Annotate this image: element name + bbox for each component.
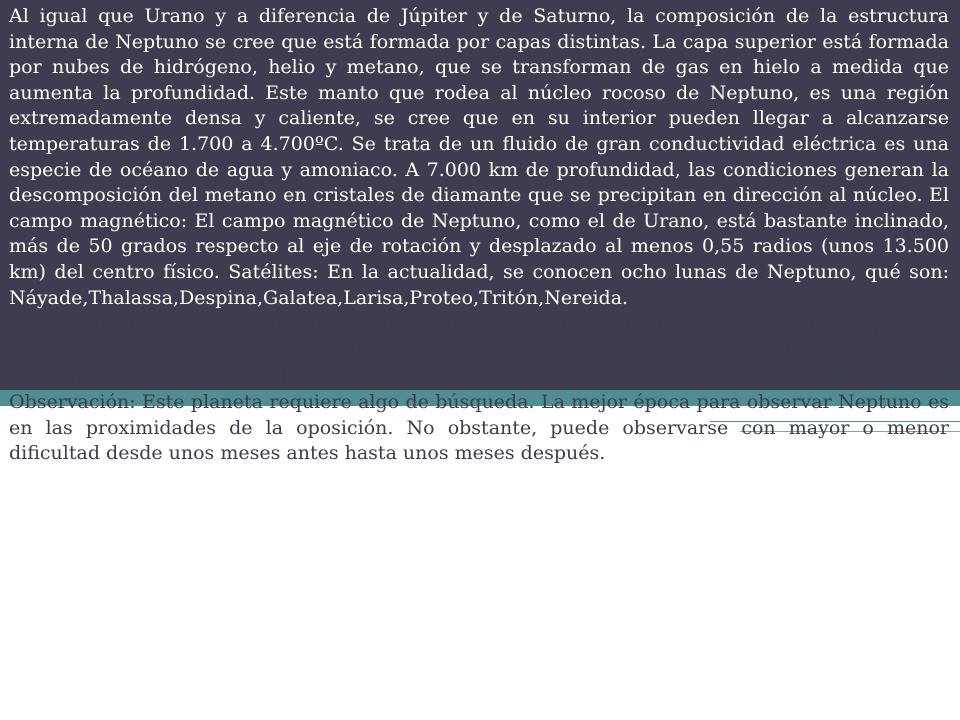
paragraph-rings: Los anillos:Existe la evidencia de un anillo incompleto alrededor de Neptuno, que fue descubierto a mediados de los 80, con un experimento de ocultación estelar, encontrando ocasionalmente un titileo justo antes y después de que el planeta ocultara una estrella. Observación: Este planeta requiere algo de búsqueda. La mejor época para observar Neptuno es en las proximidades de la oposición. No obstante, puede observarse con mayor o menor dificultad desde unos meses antes hasta unos meses después.: [9, 314, 949, 465]
paragraph-structure: Al igual que Urano y a diferencia de Júpiter y de Saturno, la composición de la estructura interna de Neptuno se cree que está formada por capas distintas. La capa superior está formada por nubes de hidrógeno, helio y metano, que se transforman de gas en hielo a medida que aumenta la profundidad. Este manto que rodea al núcleo rocoso de Neptuno, es una región extremadamente densa y caliente, se cree que en su interior pueden llegar a alcanzarse temperaturas de 1.700 a 4.700ºC. Se trata de un fluido de gran conductividad eléctrica es una especie de océano de agua y amoniaco. A 7.000 km de profundidad, las condiciones generan la descomposición del metano en cristales de diamante que se precipitan en dirección al núcleo. El campo magnético: El campo magnético de Neptuno, como el de Urano, está bastante inclinado, más de 50 grados respecto al eje de rotación y desplazado al menos 0,55 radios (unos 13.500 km) del centro físico. Satélites: En la actualidad, se conocen ocho lunas de Neptuno, qué son: Náyade,Thalassa,Despina,Galatea,Larisa,Proteo,Tritón,Nereida.: [9, 5, 949, 309]
body-text: [9, 4, 949, 486]
